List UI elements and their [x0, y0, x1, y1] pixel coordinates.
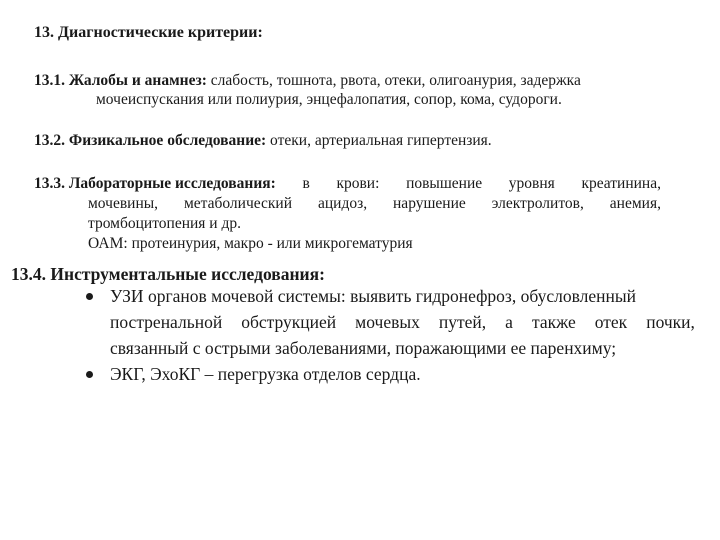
bullet-1 — [86, 293, 93, 300]
section-13-3-word: электролитов, — [491, 195, 584, 212]
bullet-1-word: а — [505, 312, 513, 332]
section-13-1-heading: 13.1. Жалобы и анамнез: — [34, 72, 207, 89]
section-13-3-word: нарушение — [393, 195, 466, 212]
bullet-1-text-1: УЗИ органов мочевой системы: выявить гидронефроз, обусловленный — [110, 286, 636, 306]
section-13-4-heading: 13.4. Инструментальные исследования: — [11, 264, 325, 284]
bullet-1-word: отек — [594, 312, 628, 332]
section-13-3-text-3: тромбоцитопения и др. — [88, 215, 241, 232]
section-13-3-word: ацидоз, — [317, 195, 368, 212]
section-13-1-line-1 — [34, 71, 581, 91]
bullet-1-word: путей, — [438, 312, 487, 332]
bullet-1-text-3: связанный с острыми заболеваниями, поражающими ее паренхиму; — [110, 338, 617, 358]
bullet-1-line-2 — [110, 310, 695, 334]
section-13-3-word: креатинина, — [581, 175, 661, 192]
section-13-3-word: метаболический — [183, 195, 293, 212]
section-13-2-line — [34, 131, 492, 151]
section-13-3-word: в — [302, 175, 310, 192]
section-13-1-text-2: мочеиспускания или полиурия, энцефалопатия, сопор, кома, судороги. — [96, 91, 562, 108]
page-title: 13. Диагностические критерии: — [34, 24, 263, 41]
section-13-3-word: крови: — [336, 175, 380, 192]
section-13-2-text: отеки, артериальная гипертензия. — [266, 132, 492, 149]
bullet-1-word: также — [531, 312, 576, 332]
section-13-1-text-1: слабость, тошнота, рвота, отеки, олигоанурия, задержка — [206, 72, 581, 89]
section-13-3-word: повышение — [406, 175, 483, 192]
section-13-3-word: анемия, — [609, 195, 661, 212]
bullet-2-text: ЭКГ, ЭхоКГ – перегрузка отделов сердца. — [110, 364, 421, 384]
section-13-3-line-1 — [34, 174, 661, 194]
bullet-1-word: мочевых — [355, 312, 420, 332]
section-13-3-word: уровня — [508, 175, 555, 192]
bullet-1-word: постренальной — [110, 312, 223, 332]
bullet-1-word: обструкцией — [241, 312, 337, 332]
section-13-3-heading: 13.3. Лабораторные исследования: — [34, 175, 276, 192]
section-13-3-line-2 — [88, 194, 661, 214]
section-13-3-oam: ОАМ: протеинурия, макро - или микрогематурия — [88, 235, 413, 252]
section-13-2-heading: 13.2. Физикальное обследование: — [34, 132, 267, 149]
section-13-3-word: мочевины, — [88, 195, 159, 212]
bullet-2 — [86, 371, 93, 378]
bullet-1-word: почки, — [646, 312, 695, 332]
